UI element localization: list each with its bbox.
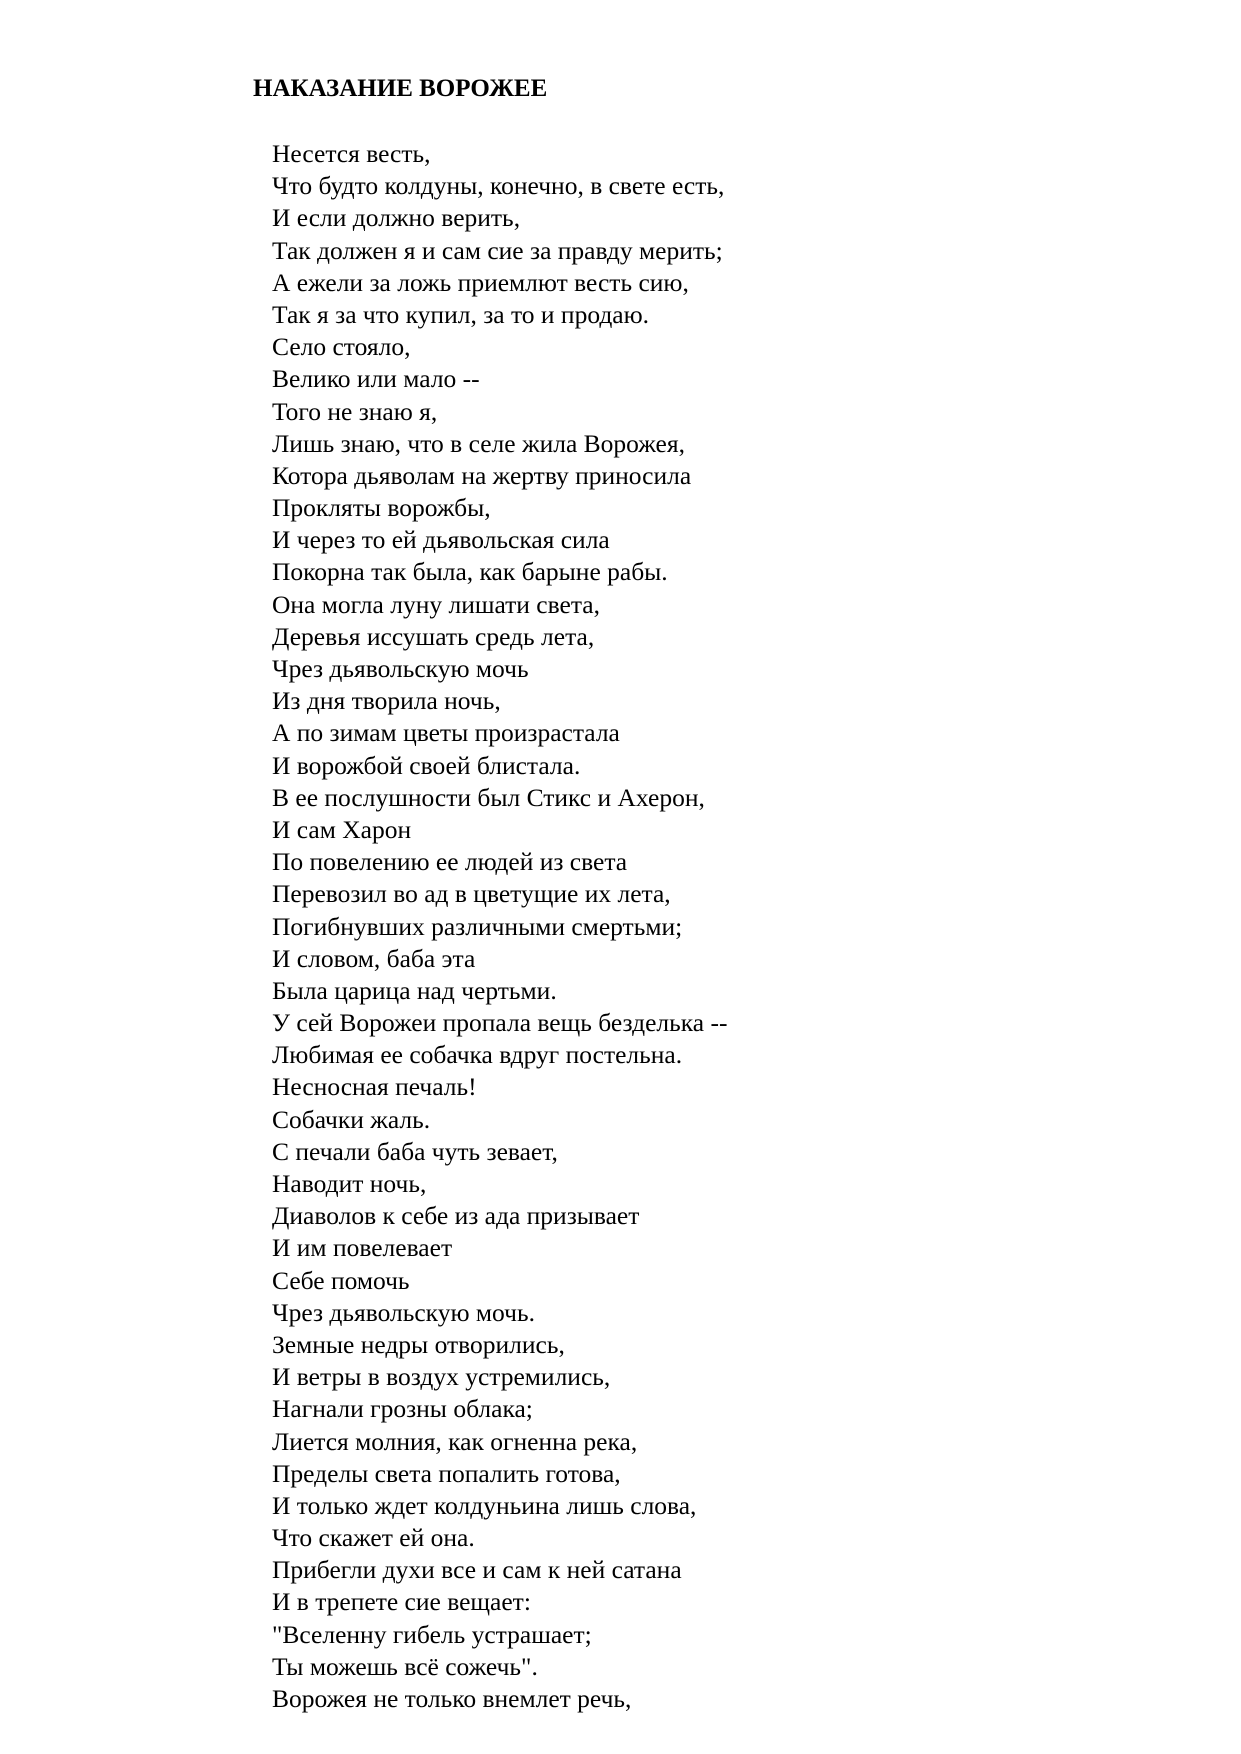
poem-line: Так должен я и сам сие за правду мерить; — [272, 235, 723, 265]
poem-line: Так я за что купил, за то и продаю. — [272, 299, 650, 329]
poem-line: Любимая ее собачка вдруг постельна. — [272, 1040, 683, 1070]
poem-line: Того не знаю я, — [272, 396, 438, 426]
poem-title: НАКАЗАНИЕ ВОРОЖЕЕ — [253, 75, 548, 102]
poem-line: И если должно верить, — [272, 203, 521, 233]
poem-line: Диаволов к себе из ада призывает — [272, 1201, 640, 1231]
poem-line: И ветры в воздух устремились, — [272, 1362, 611, 1392]
poem-line: Нагнали грозны облака; — [272, 1394, 533, 1424]
poem-line: Несется весть, — [272, 139, 431, 168]
poem-line: И только ждет колдуньина лишь слова, — [272, 1490, 697, 1520]
poem-line: Лиется молния, как огненна река, — [272, 1426, 638, 1456]
poem-line: Пределы света попалить готова, — [272, 1458, 621, 1488]
poem-line: Что скажет ей она. — [272, 1523, 475, 1553]
poem-line: Село стояло, — [272, 332, 411, 362]
poem-line: В ее послушности был Стикс и Ахерон, — [272, 782, 705, 812]
poem-line: И через то ей дьявольская сила — [272, 525, 610, 555]
poem-line: Чрез дьявольскую мочь — [272, 654, 529, 683]
poem-body — [272, 138, 727, 1715]
poem-line: И сам Харон — [272, 814, 412, 844]
poem-line: Из дня творила ночь, — [272, 686, 501, 716]
poem-line: Ты можешь всё сожечь". — [272, 1651, 538, 1681]
poem-line: Чрез дьявольскую мочь. — [272, 1297, 535, 1327]
poem-line: Себе помочь — [272, 1265, 410, 1295]
poem-line: Котора дьяволам на жертву приносила — [272, 460, 692, 490]
poem-line: Ворожея не только внемлет речь, — [272, 1684, 632, 1713]
poem-line: Что будто колдуны, конечно, в свете есть, — [272, 171, 725, 201]
poem-line: Покорна так была, как барыне рабы. — [272, 557, 668, 587]
poem-line: А ежели за ложь приемлют весть сию, — [272, 267, 689, 297]
poem-line: Деревья иссушать средь лета, — [272, 621, 595, 651]
poem-line: Прокляты ворожбы, — [272, 493, 491, 523]
poem-line: "Вселенну гибель устрашает; — [272, 1619, 592, 1649]
poem-line: И словом, баба эта — [272, 943, 476, 973]
poem-line: Собачки жаль. — [272, 1104, 431, 1134]
poem-line: У сей Ворожеи пропала вещь безделька -- — [272, 1008, 728, 1038]
poem-line: Лишь знаю, что в селе жила Ворожея, — [272, 428, 685, 458]
poem-line: По повелению ее людей из света — [272, 847, 628, 877]
poem-line: Прибегли духи все и сам к ней сатана — [272, 1555, 682, 1585]
poem-line: И им повелевает — [272, 1233, 453, 1263]
poem-line: Перевозил во ад в цветущие их лета, — [272, 879, 671, 909]
poem-line: Наводит ночь, — [272, 1169, 427, 1198]
poem-line: С печали баба чуть зевает, — [272, 1136, 558, 1166]
poem-line: Несносная печаль! — [272, 1072, 477, 1102]
poem-line: Была царица над чертьми. — [272, 975, 557, 1005]
poem-line: Велико или мало -- — [272, 364, 480, 394]
poem-line: Она могла луну лишати света, — [272, 589, 600, 619]
poem-line: А по зимам цветы произрастала — [272, 718, 620, 748]
poem-line: И ворожбой своей блистала. — [272, 750, 581, 780]
poem-line: И в трепете сие вещает: — [272, 1587, 531, 1617]
poem-line: Земные недры отворились, — [272, 1329, 565, 1359]
poem-line: Погибнувших различными смертьми; — [272, 911, 683, 941]
